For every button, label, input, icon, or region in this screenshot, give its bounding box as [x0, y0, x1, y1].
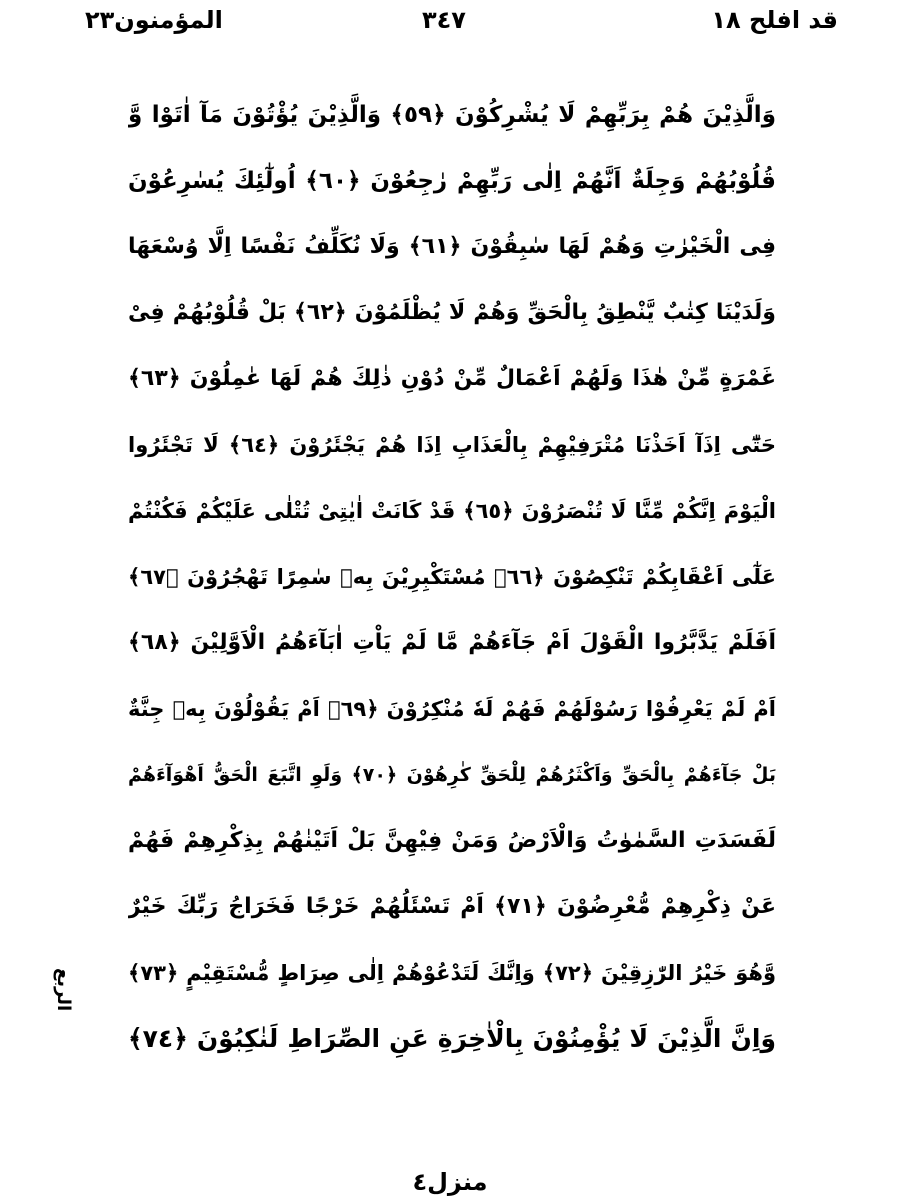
- verse-line-7: الْيَوْمَ اِنَّكُمْ مِّنَّا لَا تُنْصَرُوْنَ ﴿٦٥﴾ قَدْ كَانَتْ اٰيٰتِىْ تُتْلٰى عَلَيْكُمْ فَكُنْتُمْ: [128, 499, 776, 523]
- verse-line-5: غَمْرَةٍ مِّنْ هٰذَا وَلَهُمْ اَعْمَالٌ مِّنْ دُوْنِ ذٰلِكَ هُمْ لَهَا عٰمِلُوْنَ ﴿٦٣﴾: [128, 366, 776, 391]
- rub-marginal-marker: الربع: [53, 968, 74, 1012]
- verse-line-3: فِى الْخَيْرٰتِ وَهُمْ لَهَا سٰبِقُوْنَ ﴿٦١﴾ وَلَا نُكَلِّفُ نَفْسًا اِلَّا وُسْعَهَا: [128, 234, 776, 259]
- verse-line-11: بَلْ جَآءَهُمْ بِالْحَقِّ وَاَكْثَرُهُمْ لِلْحَقِّ كٰرِهُوْنَ ﴿٧٠﴾ وَلَوِ اتَّبَعَ الْحَقُّ اَهْوَآءَهُمْ: [128, 764, 776, 786]
- verse-line-13: عَنْ ذِكْرِهِمْ مُّعْرِضُوْنَ ﴿٧١﴾ اَمْ تَسْئَلُهُمْ خَرْجًا فَخَرَاجُ رَبِّكَ خَيْرٌ: [128, 894, 776, 919]
- verse-line-12: لَفَسَدَتِ السَّمٰوٰتُ وَالْاَرْضُ وَمَنْ فِيْهِنَّ بَلْ اَتَيْنٰهُمْ بِذِكْرِهِمْ فَهُمْ: [128, 828, 776, 853]
- page-number: ٣٤٧: [422, 6, 466, 34]
- verse-line-4: وَلَدَيْنَا كِتٰبٌ يَّنْطِقُ بِالْحَقِّ وَهُمْ لَا يُظْلَمُوْنَ ﴿٦٢﴾ بَلْ قُلُوْبُهُمْ فِىْ: [128, 300, 776, 325]
- verse-line-6: حَتّٰٓى اِذَآ اَخَذْنَا مُتْرَفِيْهِمْ بِالْعَذَابِ اِذَا هُمْ يَجْئَرُوْنَ ﴿٦٤﴾ لَا تَجْئَرُوا: [128, 433, 776, 457]
- verse-line-14: وَّهُوَ خَيْرُ الرّٰزِقِيْنَ ﴿٧٢﴾ وَاِنَّكَ لَتَدْعُوْهُمْ اِلٰى صِرَاطٍ مُّسْتَقِيْمٍ ﴿٧٣﴾: [128, 961, 776, 985]
- verse-line-15: وَاِنَّ الَّذِيْنَ لَا يُؤْمِنُوْنَ بِالْاٰخِرَةِ عَنِ الصِّرَاطِ لَنٰكِبُوْنَ ﴿٧٤﴾: [128, 1024, 776, 1053]
- surah-name-header: المؤمنون٢٣: [85, 6, 223, 34]
- verse-line-10: اَمْ لَمْ يَعْرِفُوْا رَسُوْلَهُمْ فَهُمْ لَهٗ مُنْكِرُوْنَ ﴿٦٩﴾ اَمْ يَقُوْلُوْنَ بِهٖ جِنَّةٌ: [128, 697, 776, 721]
- juz-name-header: قد افلح ١٨: [711, 6, 838, 34]
- verse-line-8: عَلٰٓى اَعْقَابِكُمْ تَنْكِصُوْنَ ﴿٦٦﴾ مُسْتَكْبِرِيْنَ بِهٖ سٰمِرًا تَهْجُرُوْنَ ﴿٦٧﴾: [128, 565, 776, 589]
- manzil-footer: منزل٤: [412, 1168, 488, 1196]
- verse-line-2: قُلُوْبُهُمْ وَجِلَةٌ اَنَّهُمْ اِلٰى رَبِّهِمْ رٰجِعُوْنَ ﴿٦٠﴾ اُولٰٓئِكَ يُسٰرِعُوْنَ: [128, 168, 776, 194]
- verse-line-1: وَالَّذِيْنَ هُمْ بِرَبِّهِمْ لَا يُشْرِكُوْنَ ﴿٥٩﴾ وَالَّذِيْنَ يُؤْتُوْنَ مَآ اٰتَوْا وَّ: [128, 102, 776, 128]
- verse-lines: [128, 82, 776, 1072]
- verse-line-9: اَفَلَمْ يَدَّبَّرُوا الْقَوْلَ اَمْ جَآءَهُمْ مَّا لَمْ يَاْتِ اٰبَآءَهُمُ الْاَوَّلِيْنَ ﴿٦٨﴾: [128, 630, 776, 655]
